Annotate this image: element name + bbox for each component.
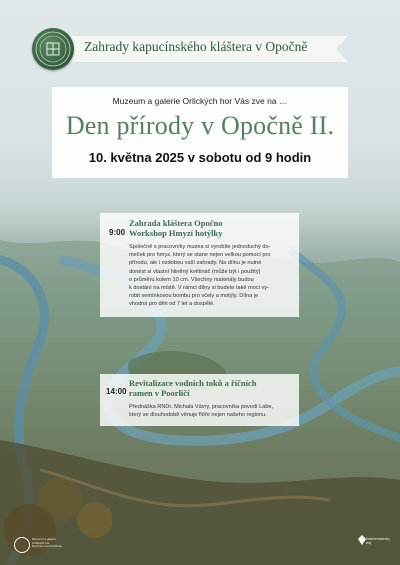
region-logo-icon	[358, 535, 366, 545]
description-line: přírodu, ale i ozdobou vaší zahrady. Na dílnu je nutné	[129, 260, 262, 267]
region-logo-text	[366, 538, 388, 545]
description-line: který se dlouhodobě věnuje flóře nejen našeho regionu.	[129, 412, 267, 419]
description-line: meček pro hmyz, který se stane nejen velkou pomocí pro	[129, 252, 271, 259]
program-title	[129, 219, 223, 238]
program-title-line: Revitalizace vodních toků a říčních	[129, 378, 257, 388]
monastery-seal-logo	[32, 28, 74, 70]
program-title-line: Workshop Hmyzí hotýlky	[129, 227, 223, 238]
program-item	[100, 374, 299, 426]
program-title-line: ramen v Poorličí	[129, 387, 190, 398]
museum-logo-icon	[14, 537, 30, 553]
event-date: 10. května 2025 v sobotu od 9 hodin	[88, 150, 312, 165]
program-description	[129, 403, 295, 419]
event-title-card	[52, 87, 348, 178]
program-item	[100, 213, 299, 317]
footer-text-line: Královéhradecký	[366, 537, 390, 541]
description-line: k dostání na místě. V rámci dílny si budete také moci vy-	[129, 285, 269, 292]
footer-text-line: kraj	[366, 540, 372, 545]
description-line: o průměru kolem 10 cm. Všechny materiály budou	[129, 276, 254, 283]
description-line: vhodná pro děti od 7 let a dospělé.	[129, 301, 215, 308]
footer-text-line: Orlických hor	[32, 540, 50, 545]
event-title: Den přírody v Opočně II.	[65, 111, 335, 140]
description-line: Společně s pracovníky muzea si vyrobíte jednoduchý do-	[129, 244, 271, 250]
invitation-line: Muzeum a galerie Orlických hor Vás zve na …	[112, 96, 288, 106]
museum-logo-text	[32, 538, 64, 549]
description-line: donést si vlastní hliněný květináč (může být i použitý)	[129, 268, 261, 275]
program-title	[129, 379, 257, 398]
program-title-line: Zahrada kláštera Opočno	[129, 218, 223, 228]
description-line: robit semínkovou bombu pro včely a motýly. Dílna je	[129, 293, 259, 300]
header-title: Zahrady kapucínského kláštera v Opočně	[84, 39, 308, 54]
description-line: Přednáška RNDr. Michala Vávry, pracovníka povodí Labe,	[129, 404, 274, 410]
footer-text-line: Rychnov nad Kněžnou	[32, 544, 63, 549]
program-description	[129, 243, 291, 309]
program-time: 14:00	[106, 387, 127, 396]
footer-text-line: Muzeum a galerie	[32, 537, 56, 541]
program-time: 9:00	[109, 228, 126, 237]
